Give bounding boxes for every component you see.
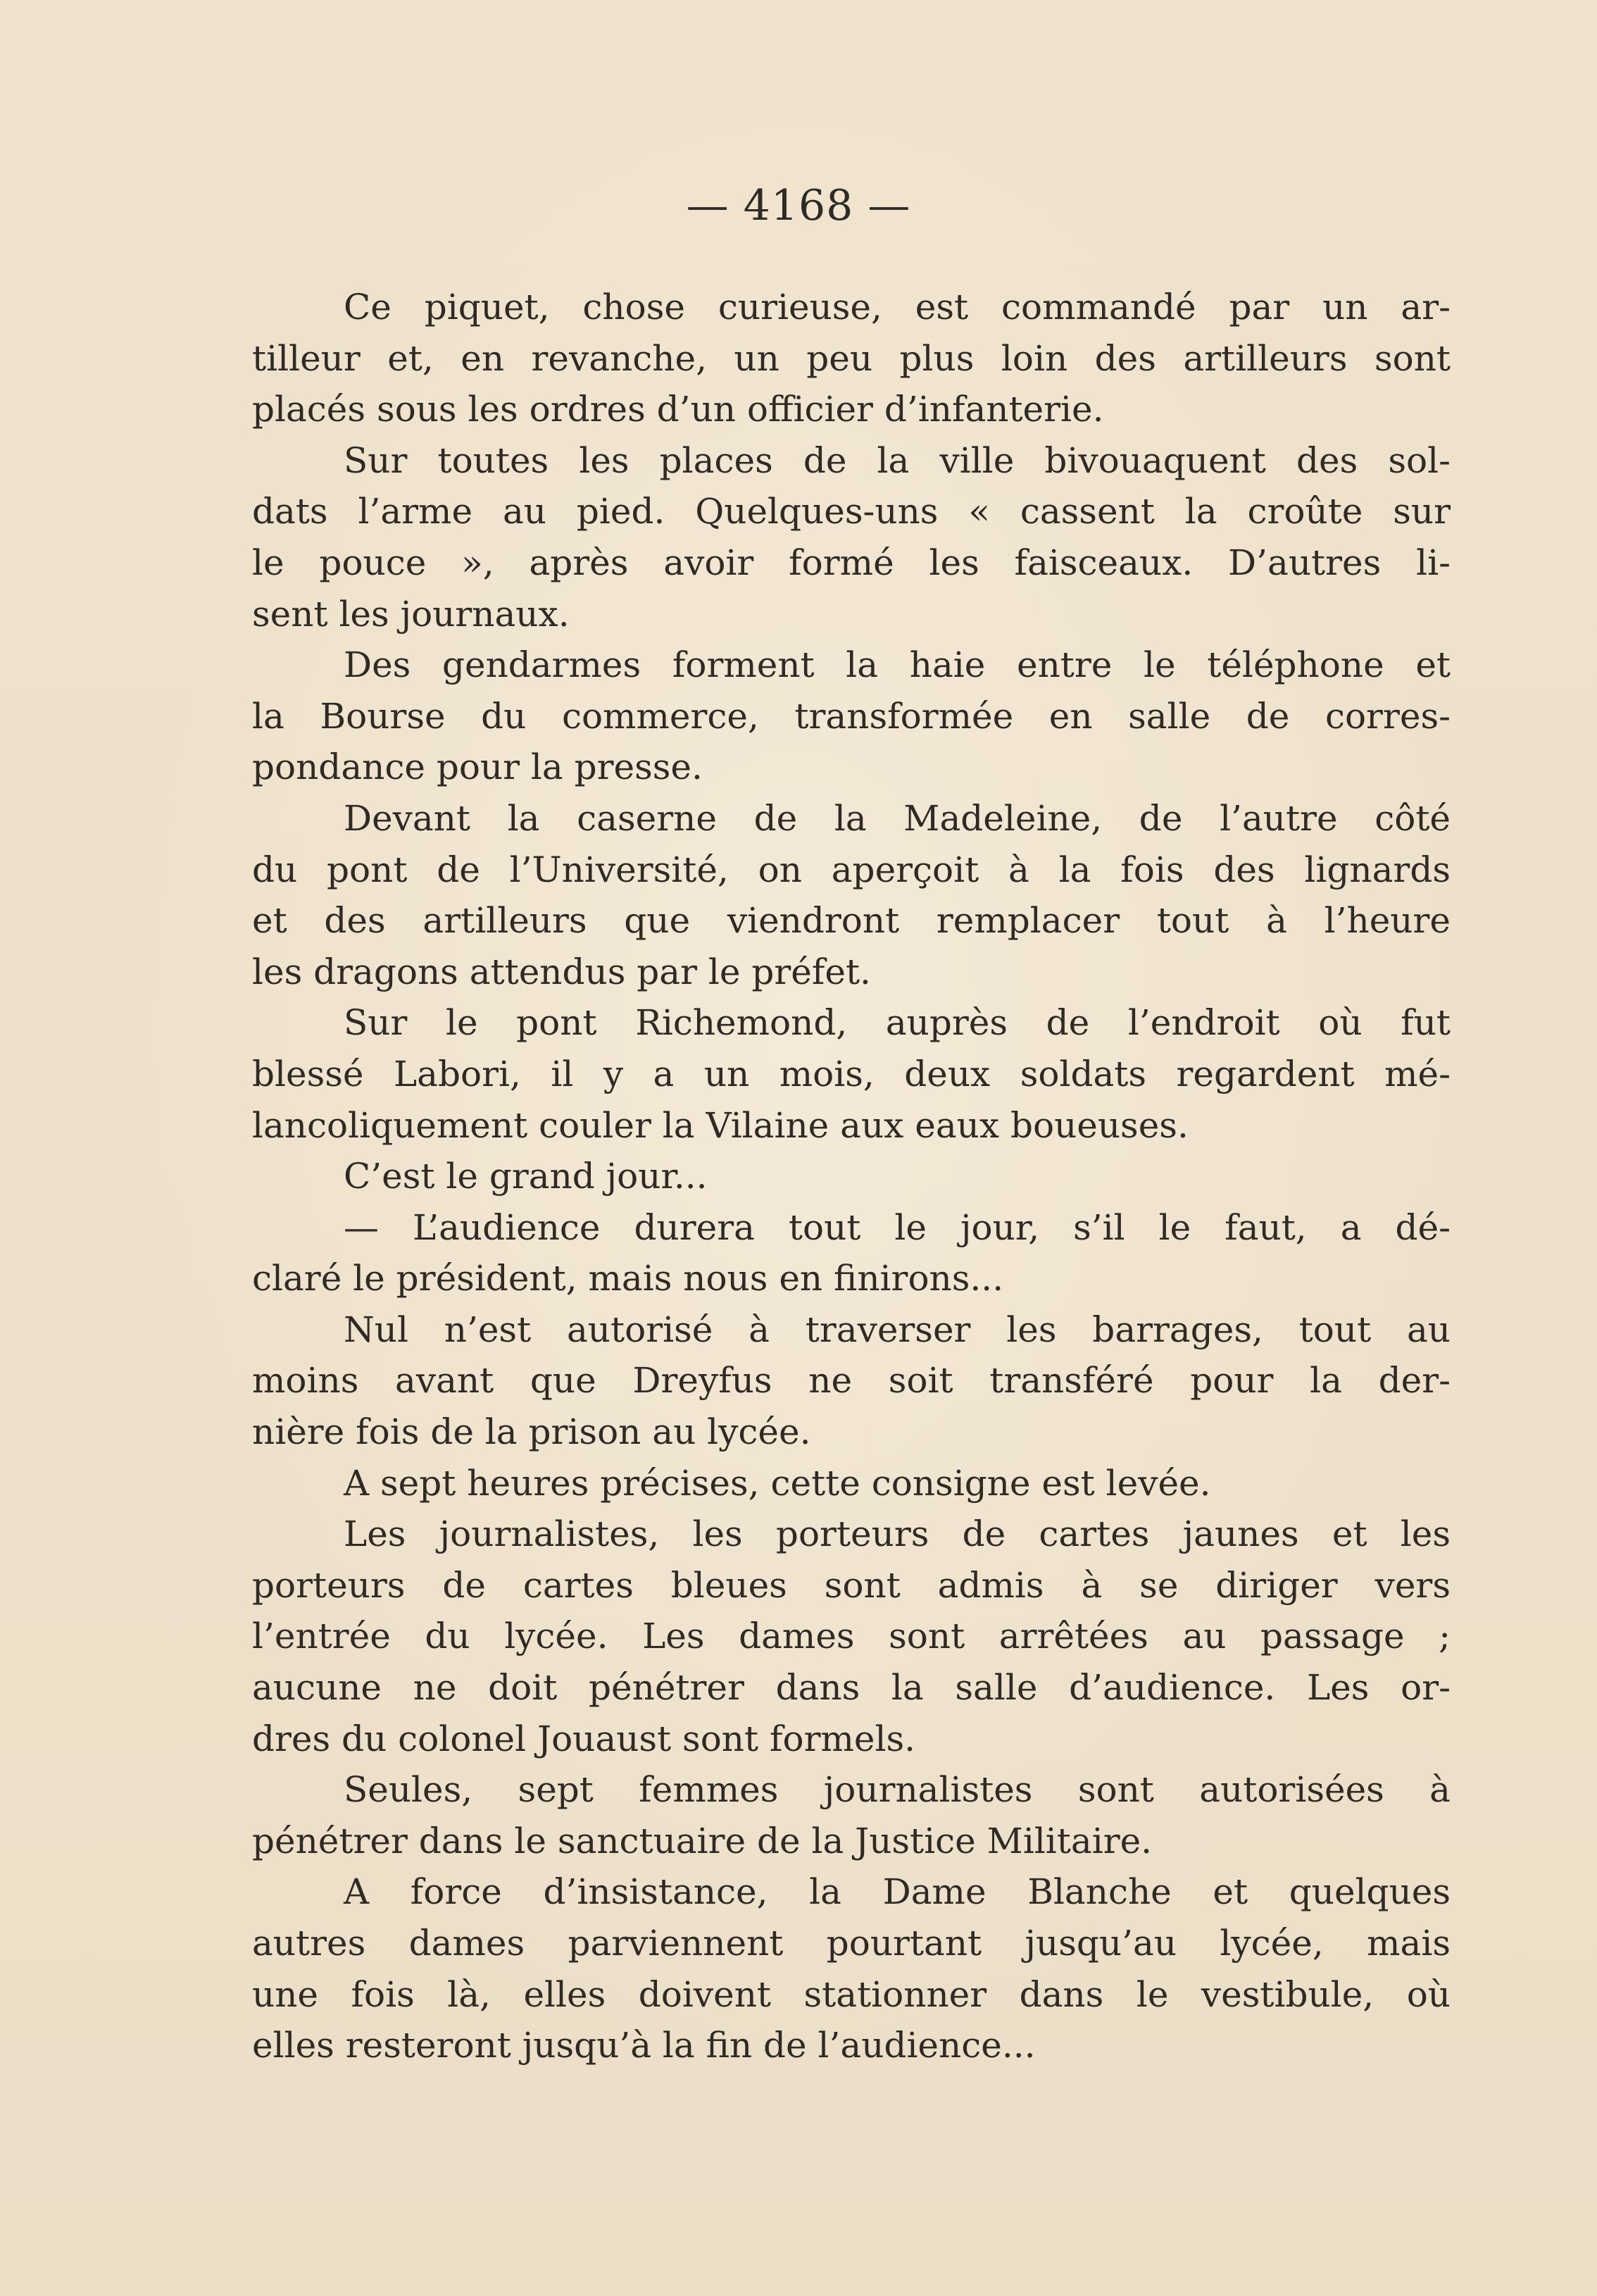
- text-line: autres dames parviennent pourtant jusqu’au lycée, mais: [252, 1923, 1451, 1964]
- text-line: pondance pour la presse.: [252, 747, 703, 788]
- text-line: tilleur et, en revanche, un peu plus loin des artilleurs sont: [252, 337, 1451, 379]
- text-line: les dragons attendus par le préfet.: [252, 951, 871, 992]
- text-line: Des gendarmes forment la haie entre le téléphone et: [344, 644, 1451, 686]
- text-line: dres du colonel Jouaust sont formels.: [252, 1718, 916, 1759]
- text-line: Les journalistes, les porteurs de cartes jaunes et les: [344, 1514, 1451, 1555]
- text-line: blessé Labori, il y a un mois, deux soldats regardent mé-: [252, 1053, 1451, 1094]
- text-line: placés sous les ordres d’un officier d’infanterie.: [252, 389, 1104, 430]
- text-line: — L’audience durera tout le jour, s’il le faut, a dé-: [344, 1206, 1451, 1248]
- text-line: Sur toutes les places de la ville bivouaquent des sol-: [344, 439, 1451, 481]
- text-line: Ce piquet, chose curieuse, est commandé par un ar-: [344, 287, 1451, 327]
- text-line: C’est le grand jour...: [344, 1156, 708, 1197]
- text-line: l’entrée du lycée. Les dames sont arrêtées au passage ;: [252, 1616, 1451, 1657]
- text-line: nière fois de la prison au lycée.: [252, 1411, 811, 1453]
- text-line: Nul n’est autorisé à traverser les barrages, tout au: [344, 1309, 1451, 1350]
- text-line: A force d’insistance, la Dame Blanche et quelques: [344, 1871, 1451, 1913]
- text-line: Seules, sept femmes journalistes sont autorisées à: [344, 1769, 1451, 1811]
- text-line: et des artilleurs que viendront remplacer tout à l’heure: [252, 900, 1451, 942]
- text-line: la Bourse du commerce, transformée en salle de corres-: [252, 695, 1451, 737]
- text-line: le pouce », après avoir formé les faisceaux. D’autres li-: [252, 542, 1451, 583]
- text-line: du pont de l’Université, on aperçoit à la fois des lignards: [252, 849, 1451, 890]
- text-line: dats l’arme au pied. Quelques-uns « cassent la croûte sur: [252, 491, 1451, 532]
- text-line: Sur le pont Richemond, auprès de l’endroit où fut: [344, 1002, 1451, 1044]
- text-line: A sept heures précises, cette consigne est levée.: [344, 1462, 1211, 1504]
- text-line: Devant la caserne de la Madeleine, de l’autre côté: [344, 797, 1451, 839]
- text-line: lancoliquement couler la Vilaine aux eaux boueuses.: [252, 1104, 1189, 1146]
- text-line: sent les journaux.: [252, 593, 570, 635]
- text-line: porteurs de cartes bleues sont admis à se diriger vers: [252, 1564, 1451, 1606]
- text-line: une fois là, elles doivent stationner dans le vestibule, où: [252, 1973, 1451, 2015]
- text-line: claré le président, mais nous en finirons...: [252, 1258, 1004, 1299]
- page-number: — 4168 —: [686, 181, 911, 230]
- text-line: pénétrer dans le sanctuaire de la Justice Militaire.: [252, 1820, 1153, 1861]
- body-text: [252, 282, 1451, 2071]
- text-line: elles resteront jusqu’à la fin de l’audience...: [252, 2025, 1036, 2066]
- text-line: moins avant que Dreyfus ne soit transféré pour la der-: [252, 1360, 1451, 1402]
- text-line: aucune ne doit pénétrer dans la salle d’audience. Les or-: [252, 1667, 1451, 1709]
